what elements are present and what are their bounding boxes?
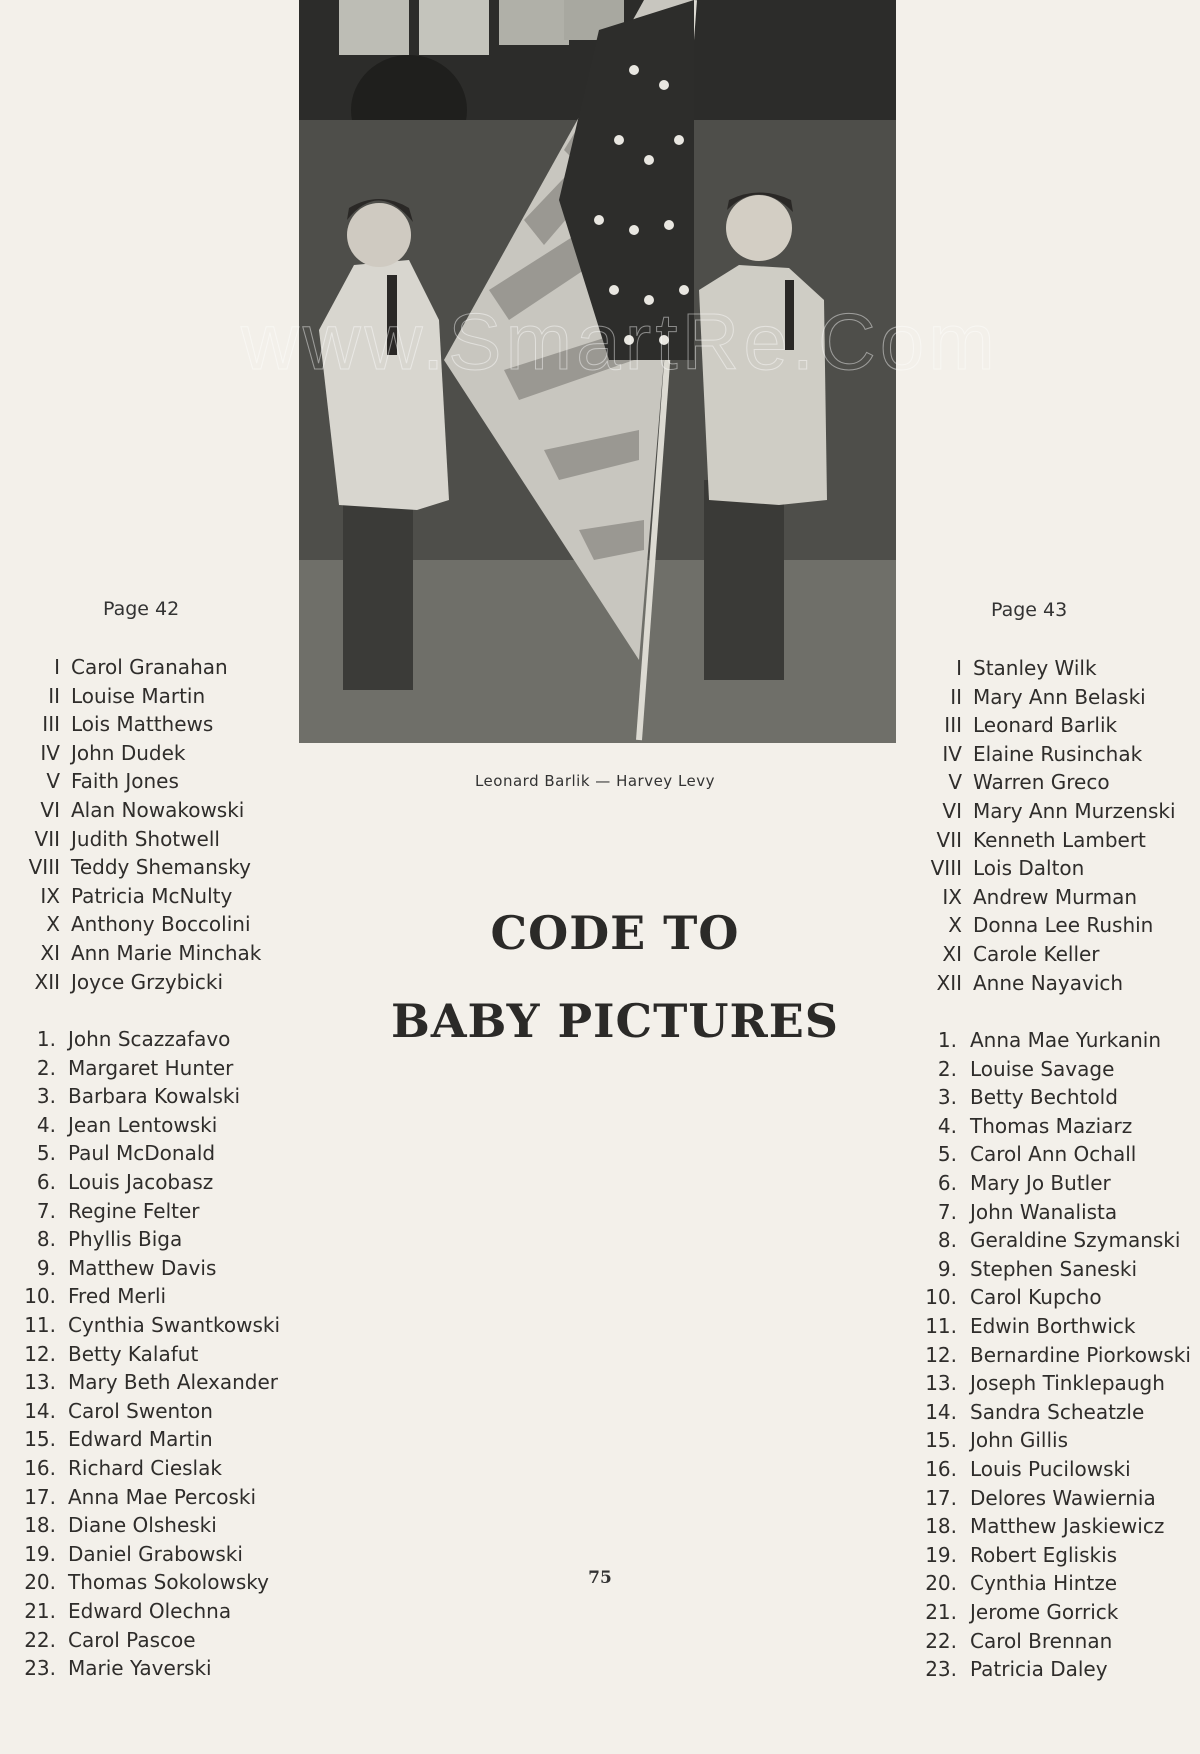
- left-roman-entry: [22, 969, 223, 995]
- right-roman-entry: [924, 741, 1142, 767]
- left-numbered-entry: [22, 1398, 213, 1424]
- entry-number: 21.: [925, 1600, 957, 1624]
- entry-name: Phyllis Biga: [68, 1227, 183, 1252]
- entry-name: Ann Marie Minchak: [71, 941, 262, 965]
- left-numbered-entry: [22, 1055, 233, 1081]
- entry-name: Barbara Kowalski: [68, 1084, 241, 1109]
- entry-name: Louise Martin: [71, 683, 206, 708]
- right-numbered-entry: [921, 1170, 1111, 1196]
- left-roman-entry: [22, 654, 228, 680]
- right-numbered-entry: [921, 1542, 1117, 1568]
- entry-name: Delores Wawiernia: [970, 1485, 1156, 1510]
- left-numbered-entry: [22, 1455, 222, 1481]
- entry-number: VIII: [28, 855, 60, 880]
- entry-name: Donna Lee Rushin: [973, 913, 1154, 938]
- entry-name: Geraldine Szymanski: [970, 1228, 1181, 1253]
- entry-name: Fred Merli: [68, 1284, 167, 1309]
- entry-number: 14.: [24, 1398, 56, 1423]
- entry-name: Bernardine Piorkowski: [970, 1342, 1191, 1367]
- entry-number: 7.: [36, 1198, 56, 1223]
- left-numbered-entry: [22, 1312, 280, 1338]
- right-roman-entry: [924, 855, 1084, 881]
- left-numbered-entry: [22, 1112, 217, 1138]
- entry-name: Cynthia Hintze: [970, 1571, 1118, 1596]
- right-numbered-entry: [921, 1570, 1117, 1596]
- right-roman-entry: [924, 827, 1146, 853]
- right-numbered-entry: [921, 1256, 1137, 1282]
- entry-name: Thomas Maziarz: [970, 1113, 1133, 1138]
- entry-number: 12.: [24, 1341, 56, 1366]
- left-roman-entry: [22, 911, 251, 937]
- right-numbered-entry: [921, 1284, 1102, 1310]
- entry-number: 3.: [36, 1084, 56, 1109]
- entry-name: Louis Jacobasz: [68, 1170, 214, 1194]
- left-numbered-entry: [22, 1512, 217, 1538]
- entry-number: 18.: [925, 1514, 957, 1539]
- entry-name: Teddy Shemansky: [71, 855, 251, 880]
- left-numbered-entry: [22, 1140, 215, 1166]
- entry-name: Betty Kalafut: [68, 1341, 199, 1366]
- left-numbered-entry: [22, 1598, 231, 1624]
- entry-number: XI: [40, 941, 60, 965]
- entry-name: Daniel Grabowski: [68, 1541, 243, 1566]
- entry-number: 15.: [24, 1427, 56, 1452]
- entry-name: John Dudek: [71, 740, 186, 765]
- entry-name: Anthony Boccolini: [71, 912, 251, 937]
- entry-name: Elaine Rusinchak: [973, 741, 1143, 766]
- entry-name: Anne Nayavich: [973, 970, 1124, 995]
- entry-name: Richard Cieslak: [68, 1456, 222, 1480]
- entry-number: 2.: [937, 1056, 957, 1081]
- entry-number: 1.: [937, 1028, 957, 1052]
- left-numbered-entry: [22, 1569, 269, 1595]
- entry-number: 4.: [36, 1112, 56, 1137]
- entry-number: VII: [34, 826, 60, 851]
- entry-number: II: [48, 683, 60, 708]
- left-numbered-entry: [22, 1198, 200, 1224]
- entry-name: Betty Bechtold: [970, 1085, 1118, 1110]
- entry-number: III: [944, 713, 962, 738]
- entry-name: Joseph Tinklepaugh: [970, 1371, 1165, 1396]
- right-numbered-entry: [921, 1599, 1118, 1625]
- entry-number: I: [956, 656, 962, 680]
- left-roman-entry: [22, 683, 205, 709]
- left-numbered-entry: [22, 1484, 256, 1510]
- entry-name: Carol Swenton: [68, 1398, 213, 1423]
- right-numbered-entry: [921, 1370, 1165, 1396]
- right-numbered-entry: [921, 1456, 1131, 1482]
- entry-name: Marie Yaverski: [68, 1656, 212, 1681]
- entry-number: VII: [936, 827, 962, 852]
- entry-number: 9.: [937, 1256, 957, 1281]
- entry-number: 18.: [24, 1513, 56, 1538]
- left-numbered-entry: [22, 1341, 198, 1367]
- left-numbered-entry: [22, 1255, 216, 1281]
- page-title-line2: BABY PICTURES: [390, 994, 840, 1048]
- entry-number: 16.: [24, 1456, 56, 1480]
- entry-number: IV: [40, 740, 60, 765]
- entry-number: V: [46, 769, 60, 794]
- entry-number: 20.: [24, 1570, 56, 1595]
- entry-number: 10.: [24, 1284, 56, 1309]
- entry-number: 14.: [925, 1399, 957, 1424]
- entry-number: 10.: [925, 1285, 957, 1310]
- entry-name: Carol Granahan: [71, 655, 228, 679]
- entry-name: Carol Ann Ochall: [970, 1142, 1137, 1167]
- entry-name: Louis Pucilowski: [970, 1457, 1131, 1481]
- right-numbered-entry: [921, 1141, 1136, 1167]
- entry-name: Andrew Murman: [973, 884, 1138, 909]
- entry-number: 13.: [925, 1371, 957, 1396]
- entry-number: 5.: [36, 1141, 56, 1166]
- left-numbered-entry: [22, 1169, 213, 1195]
- entry-name: Stephen Saneski: [970, 1256, 1138, 1281]
- entry-number: 16.: [925, 1457, 957, 1481]
- right-numbered-entry: [921, 1084, 1118, 1110]
- entry-name: Matthew Davis: [68, 1255, 217, 1280]
- entry-name: Edward Olechna: [68, 1599, 232, 1623]
- entry-name: John Scazzafavo: [68, 1027, 231, 1051]
- entry-number: XII: [34, 969, 60, 994]
- entry-name: Carole Keller: [973, 942, 1100, 966]
- right-numbered-entry: [921, 1513, 1164, 1539]
- entry-name: Patricia Daley: [970, 1657, 1108, 1682]
- entry-name: Warren Greco: [973, 770, 1110, 795]
- right-page-label: Page 43: [991, 599, 1068, 621]
- right-numbered-entry: [921, 1027, 1161, 1053]
- entry-number: 15.: [925, 1428, 957, 1453]
- right-numbered-entry: [921, 1313, 1135, 1339]
- entry-name: Matthew Jaskiewicz: [970, 1514, 1165, 1539]
- right-roman-entry: [924, 655, 1097, 681]
- entry-number: 5.: [937, 1142, 957, 1167]
- entry-name: Stanley Wilk: [973, 656, 1097, 680]
- left-roman-entry: [22, 711, 213, 737]
- right-numbered-entry: [921, 1427, 1068, 1453]
- entry-name: Mary Beth Alexander: [68, 1370, 279, 1395]
- left-numbered-entry: [22, 1627, 196, 1653]
- right-roman-entry: [924, 769, 1110, 795]
- entry-number: 2.: [36, 1055, 56, 1080]
- left-roman-entry: [22, 940, 261, 966]
- entry-name: Mary Ann Murzenski: [973, 799, 1176, 823]
- entry-number: VI: [40, 798, 60, 822]
- entry-name: Thomas Sokolowsky: [68, 1570, 269, 1595]
- entry-number: VIII: [930, 856, 962, 881]
- flag-photo: [299, 0, 896, 743]
- entry-number: 11.: [24, 1313, 56, 1337]
- left-roman-entry: [22, 740, 186, 766]
- entry-name: Edwin Borthwick: [970, 1314, 1136, 1338]
- page-title-line1: CODE TO: [490, 906, 740, 960]
- entry-number: 23.: [24, 1656, 56, 1681]
- entry-number: 1.: [36, 1027, 56, 1051]
- entry-name: Anna Mae Yurkanin: [970, 1028, 1162, 1052]
- entry-name: Diane Olsheski: [68, 1513, 217, 1538]
- entry-number: IX: [40, 883, 60, 908]
- left-numbered-entry: [22, 1283, 166, 1309]
- entry-number: I: [54, 655, 60, 679]
- entry-name: Edward Martin: [68, 1427, 213, 1452]
- entry-name: Kenneth Lambert: [973, 827, 1146, 852]
- entry-name: Jean Lentowski: [68, 1112, 218, 1137]
- entry-name: Margaret Hunter: [68, 1055, 234, 1080]
- left-roman-entry: [22, 854, 251, 880]
- entry-number: 6.: [937, 1171, 957, 1195]
- entry-number: 11.: [925, 1314, 957, 1338]
- entry-number: 13.: [24, 1370, 56, 1395]
- entry-number: II: [950, 684, 962, 709]
- entry-name: Patricia McNulty: [71, 883, 233, 908]
- entry-name: Mary Ann Belaski: [973, 684, 1146, 709]
- right-numbered-entry: [921, 1399, 1144, 1425]
- left-roman-entry: [22, 883, 232, 909]
- entry-name: Carol Pascoe: [68, 1627, 196, 1652]
- entry-name: Mary Jo Butler: [970, 1171, 1111, 1195]
- right-numbered-entry: [921, 1342, 1191, 1368]
- right-roman-entry: [924, 884, 1137, 910]
- left-numbered-entry: [22, 1426, 213, 1452]
- entry-name: Joyce Grzybicki: [71, 969, 224, 994]
- entry-number: 19.: [24, 1541, 56, 1566]
- left-numbered-entry: [22, 1369, 278, 1395]
- entry-name: Anna Mae Percoski: [68, 1484, 257, 1509]
- entry-number: 7.: [937, 1199, 957, 1224]
- entry-number: 23.: [925, 1657, 957, 1682]
- entry-number: 8.: [36, 1227, 56, 1252]
- entry-number: 22.: [925, 1628, 957, 1653]
- entry-name: Faith Jones: [71, 769, 179, 794]
- entry-number: XII: [936, 970, 962, 995]
- right-numbered-entry: [921, 1485, 1156, 1511]
- entry-number: X: [46, 912, 60, 937]
- entry-name: Regine Felter: [68, 1198, 200, 1223]
- photo-caption: Leonard Barlik — Harvey Levy: [474, 772, 716, 790]
- right-numbered-entry: [921, 1056, 1114, 1082]
- right-roman-entry: [924, 712, 1117, 738]
- right-numbered-entry: [921, 1628, 1112, 1654]
- right-numbered-entry: [921, 1199, 1117, 1225]
- page-number: 75: [588, 1568, 612, 1588]
- left-page-label: Page 42: [103, 598, 180, 620]
- entry-name: Lois Dalton: [973, 856, 1085, 881]
- entry-number: V: [948, 770, 962, 795]
- entry-name: Robert Egliskis: [970, 1542, 1118, 1567]
- left-numbered-entry: [22, 1541, 243, 1567]
- entry-number: VI: [942, 799, 962, 823]
- left-numbered-entry: [22, 1026, 230, 1052]
- right-numbered-entry: [921, 1227, 1180, 1253]
- right-roman-entry: [924, 798, 1176, 824]
- entry-number: 3.: [937, 1085, 957, 1110]
- entry-name: Paul McDonald: [68, 1141, 216, 1166]
- entry-name: Louise Savage: [970, 1056, 1115, 1081]
- entry-number: 22.: [24, 1627, 56, 1652]
- right-numbered-entry: [921, 1656, 1108, 1682]
- entry-name: Sandra Scheatzle: [970, 1399, 1145, 1424]
- entry-name: Leonard Barlik: [973, 713, 1118, 738]
- entry-number: XI: [942, 942, 962, 966]
- entry-name: Alan Nowakowski: [71, 798, 245, 822]
- left-roman-entry: [22, 797, 244, 823]
- entry-name: John Gillis: [970, 1428, 1068, 1453]
- entry-number: 21.: [24, 1599, 56, 1623]
- right-roman-entry: [924, 912, 1153, 938]
- left-numbered-entry: [22, 1226, 182, 1252]
- entry-number: III: [42, 712, 60, 737]
- right-roman-entry: [924, 941, 1100, 967]
- entry-name: John Wanalista: [970, 1199, 1118, 1224]
- entry-number: 9.: [36, 1255, 56, 1280]
- entry-number: 20.: [925, 1571, 957, 1596]
- entry-name: Jerome Gorrick: [970, 1600, 1119, 1624]
- entry-name: Cynthia Swantkowski: [68, 1313, 281, 1337]
- left-numbered-entry: [22, 1655, 212, 1681]
- entry-number: 17.: [925, 1485, 957, 1510]
- right-roman-entry: [924, 970, 1123, 996]
- entry-number: 17.: [24, 1484, 56, 1509]
- entry-name: Judith Shotwell: [71, 826, 220, 851]
- entry-number: 8.: [937, 1228, 957, 1253]
- left-numbered-entry: [22, 1083, 240, 1109]
- entry-number: 6.: [36, 1170, 56, 1194]
- entry-name: Lois Matthews: [71, 712, 214, 737]
- flag-photo-illustration: [299, 0, 896, 743]
- entry-number: 19.: [925, 1542, 957, 1567]
- entry-number: IX: [942, 884, 962, 909]
- entry-number: IV: [942, 741, 962, 766]
- right-numbered-entry: [921, 1113, 1132, 1139]
- left-roman-entry: [22, 768, 179, 794]
- left-roman-entry: [22, 826, 220, 852]
- entry-name: Carol Kupcho: [970, 1285, 1102, 1310]
- entry-number: 12.: [925, 1342, 957, 1367]
- right-roman-entry: [924, 684, 1146, 710]
- entry-number: 4.: [937, 1113, 957, 1138]
- entry-name: Carol Brennan: [970, 1628, 1113, 1653]
- entry-number: X: [948, 913, 962, 938]
